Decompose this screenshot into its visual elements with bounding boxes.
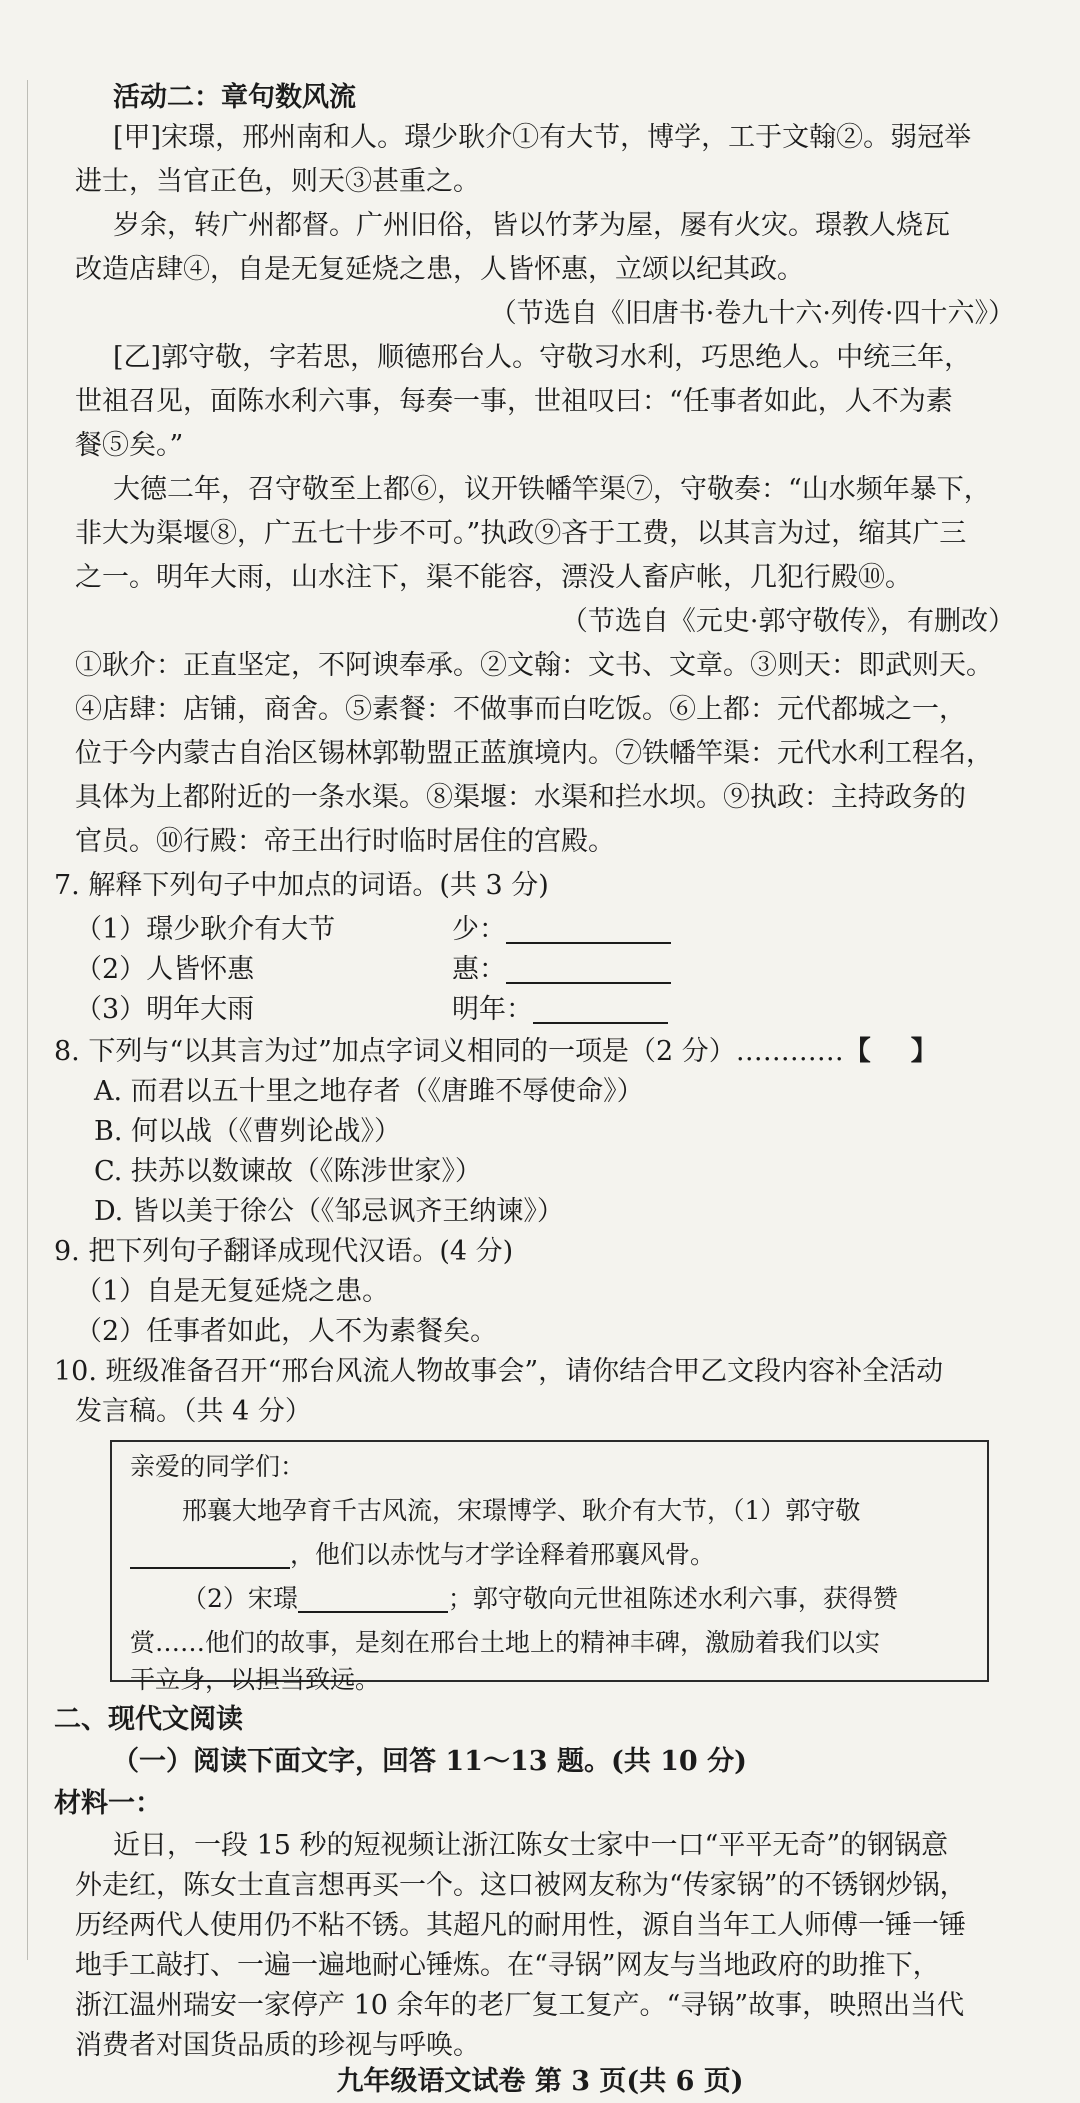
material-1-label: 材料一： [54,1788,162,1819]
speech-line-4: 赏……他们的故事，是刻在邢台土地上的精神丰碑，激励着我们以实 [130,1628,881,1657]
note-line-2: ④店肆：店铺，商舍。⑤素餐：不做事而白吃饭。⑥上都：元代都城之一， [75,694,966,725]
material-1-line-3: 历经两代人使用仍不粘不锈。其超凡的耐用性，源自当年工人师傅一锤一锤 [75,1910,966,1941]
jia-line-3: 岁余，转广州都督。广州旧俗，皆以竹茅为屋，屡有火灾。璟教人烧瓦 [113,210,950,241]
q9-item-2: （2）任事者如此，人不为素餐矣。 [75,1316,498,1347]
q7-item-3-answer [452,990,668,1030]
material-1-line-4: 地手工敲打、一遍一遍地耐心锤炼。在“寻锅”网友与当地政府的助推下， [75,1950,940,1981]
q7-item-2-answer [452,950,671,990]
speech-line-3 [182,1579,898,1619]
material-1-line-1: 近日，一段 15 秒的短视频让浙江陈女士家中一口“平平无奇”的钢锅意 [113,1830,949,1861]
speech-line-3-start: （2）宋璟 [182,1584,298,1613]
q8-stem-text: 8. 下列与“以其言为过”加点字词义相同的一项是（2 分）………… [54,1036,844,1067]
activity-title: 活动二：章句数风流 [113,82,356,113]
q8-left-bracket: 【 [843,1036,911,1067]
speech-line-2-text: ，他们以赤忱与才学诠释着邢襄风骨。 [290,1540,716,1569]
q7-item-2-word: 惠： [452,954,506,985]
q7-item-3-sentence: （3）明年大雨 [75,994,255,1025]
speech-line-3-end: ；郭守敬向元世祖陈述水利六事，获得赞 [447,1584,898,1613]
jia-line-4: 改造店肆④，自是无复延烧之患，人皆怀惠，立颂以纪其政。 [75,254,804,285]
q7-item-1-answer [452,910,671,950]
q9-item-1: （1）自是无复延烧之患。 [75,1276,390,1307]
speech-line-5: 干立身，以担当致远。 [130,1665,381,1694]
q10-stem-1: 10. 班级准备召开“邢台风流人物故事会”，请你结合甲乙文段内容补全活动 [54,1356,944,1387]
q7-item-3 [75,990,254,1030]
jia-line-2: 进士，当官正色，则天③甚重之。 [75,166,480,197]
q8-option-c: C. 扶苏以数谏故（《陈涉世家》） [94,1156,482,1187]
note-line-5: 官员。⑩行殿：帝王出行时临时居住的宫殿。 [75,826,615,857]
speech-blank-2[interactable] [298,1581,448,1613]
q10-stem-2: 发言稿。（共 4 分） [75,1396,312,1427]
speech-line-1: 邢襄大地孕育千古风流，宋璟博学、耿介有大节，（1）郭守敬 [182,1496,861,1525]
q7-item-1 [75,910,335,950]
q7-item-3-word: 明年： [452,994,533,1025]
note-line-3: 位于今内蒙古自治区锡林郭勒盟正蓝旗境内。⑦铁幡竿渠：元代水利工程名， [75,738,993,769]
speech-line-2 [130,1535,715,1575]
q9-stem: 9. 把下列句子翻译成现代汉语。(4 分) [54,1236,514,1267]
jia-line-1: [甲]宋璟，邢州南和人。璟少耿介①有大节，博学，工于文翰②。弱冠举 [113,122,972,153]
yi-line-2: 世祖召见，面陈水利六事，每奏一事，世祖叹曰：“任事者如此，人不为素 [75,386,953,417]
note-line-4: 具体为上都附近的一条水渠。⑧渠堰：水渠和拦水坝。⑨执政：主持政务的 [75,782,966,813]
q7-item-3-blank[interactable] [533,992,668,1024]
speech-greeting: 亲爱的同学们： [130,1452,306,1481]
page-number: 九年级语文试卷 第 3 页(共 6 页) [336,2066,744,2097]
q8-option-d: D. 皆以美于徐公（《邹忌讽齐王纳谏》） [94,1196,564,1227]
q7-item-2 [75,950,254,990]
q8-option-a: A. 而君以五十里之地存者（《唐雎不辱使命》） [94,1076,644,1107]
q7-item-2-blank[interactable] [506,952,671,984]
section-2-title: 二、现代文阅读 [54,1704,243,1735]
q8-stem [54,1032,978,1072]
q7-item-1-word: 少： [452,914,506,945]
q7-item-2-sentence: （2）人皆怀惠 [75,954,255,985]
q7-item-1-blank[interactable] [506,912,671,944]
q7-stem: 7. 解释下列句子中加点的词语。(共 3 分) [54,870,549,901]
q8-option-b: B. 何以战（《曹刿论战》） [94,1116,402,1147]
section-2-subtitle: （一）阅读下面文字，回答 11～13 题。(共 10 分) [112,1746,747,1777]
q8-right-bracket: 】 [910,1036,978,1067]
left-margin-line [27,80,28,1960]
material-1-line-5: 浙江温州瑞安一家停产 10 余年的老厂复工复产。“寻锅”故事，映照出当代 [75,1990,965,2021]
yi-line-5: 非大为渠堰⑧，广五七十步不可。”执政⑨吝于工费，以其言为过，缩其广三 [75,518,967,549]
yi-line-1: [乙]郭守敬，字若思，顺德邢台人。守敬习水利，巧思绝人。中统三年， [113,342,972,373]
q7-item-1-sentence: （1）璟少耿介有大节 [75,914,336,945]
yi-source: （节选自《元史·郭守敬传》，有删改） [560,606,1015,637]
material-1-line-2: 外走红，陈女士直言想再买一个。这口被网友称为“传家锅”的不锈钢炒锅， [75,1870,967,1901]
speech-blank-1[interactable] [130,1537,290,1569]
note-line-1: ①耿介：正直坚定，不阿谀奉承。②文翰：文书、文章。③则天：即武则天。 [75,650,993,681]
yi-line-3: 餐⑤矣。” [75,430,184,461]
yi-line-4: 大德二年，召守敬至上都⑥，议开铁幡竿渠⑦，守敬奏：“山水频年暴下， [113,474,991,505]
yi-line-6: 之一。明年大雨，山水注下，渠不能容，漂没人畜庐帐，几犯行殿⑩。 [75,562,912,593]
jia-source: （节选自《旧唐书·卷九十六·列传·四十六》） [489,298,1015,329]
material-1-line-6: 消费者对国货品质的珍视与呼唤。 [75,2030,480,2061]
